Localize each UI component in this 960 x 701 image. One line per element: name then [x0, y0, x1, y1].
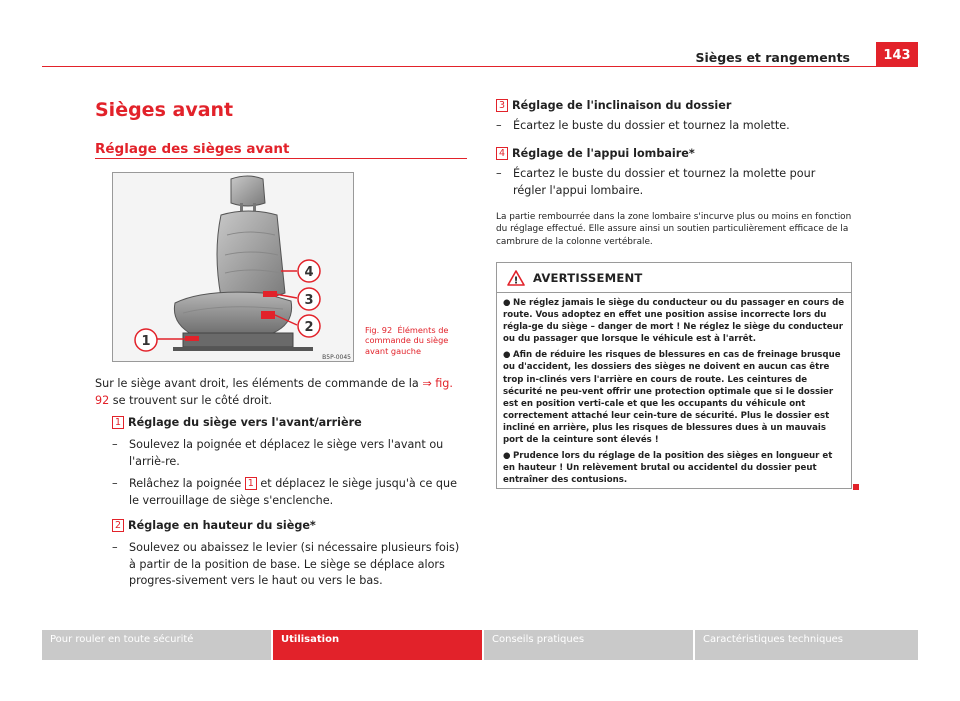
- step-2-heading: [112, 518, 467, 535]
- warning-body: [497, 293, 851, 486]
- seat-figure: [112, 172, 354, 362]
- step-3-heading: [496, 98, 856, 115]
- dash: –: [496, 119, 502, 132]
- warning-bullet-3-text: Prudence lors du réglage de la position des sièges en longueur et en hauteur ! Un relèvement brutal ou accidentel du dossier peut entraîner des contusions.: [503, 451, 833, 486]
- step-4-item-1: [496, 166, 846, 199]
- warning-bullet-1: [503, 297, 846, 345]
- step-1-item-2: [112, 476, 467, 509]
- inline-badge-1: 1: [245, 477, 257, 490]
- lumbar-note: La partie rembourrée dans la zone lombaire s'incurve plus ou moins en fonction du réglage effectué. Elle assure ainsi un soutien particulièrement efficace de la cambrure de la colonne vertébrale.: [496, 212, 852, 247]
- warning-bullet-1-text: Ne réglez jamais le siège du conducteur ou du passager en cours de route. Vous adoptez en effet une position assise incorrecte lors du régla-ge du siège – danger de mort ! Ne réglez le siège du conducteur ou du passager que lorsque le véhicule est à l'arrêt.: [503, 298, 845, 345]
- intro-paragraph: [95, 376, 465, 409]
- callout-1-label: 1: [141, 334, 151, 349]
- warning-icon-glyph: !: [513, 274, 519, 286]
- intro-text-end: se trouvent sur le côté droit.: [109, 393, 273, 407]
- step-2-item-1: [112, 540, 467, 590]
- figure-link[interactable]: ⇒ fig. 92: [95, 377, 453, 407]
- subtitle-rule: [95, 158, 467, 159]
- warning-box: [496, 262, 852, 489]
- dash: –: [496, 167, 502, 180]
- step-1-item-2-text: Relâchez la poignée: [129, 477, 245, 490]
- warning-bullet-3: [503, 450, 846, 486]
- bullet-icon: ●: [503, 298, 511, 308]
- step-4-title: Réglage de l'appui lombaire*: [512, 147, 695, 160]
- step-3-title: Réglage de l'inclinaison du dossier: [512, 99, 732, 112]
- callout-3-label: 3: [304, 293, 314, 308]
- header-rule: [42, 66, 918, 67]
- step-1-item-1: [112, 437, 467, 470]
- step-1-title: Réglage du siège vers l'avant/arrière: [128, 416, 362, 429]
- footer-tab-conseils[interactable]: Conseils pratiques: [484, 630, 693, 660]
- step-1-item-2-text-end: et déplacez le siège jusqu'à ce que le verrouillage de siège s'enclenche.: [129, 477, 457, 507]
- step-3-item-1: [496, 118, 856, 135]
- dash: –: [112, 541, 118, 554]
- footer-tab-utilisation[interactable]: Utilisation: [273, 630, 482, 660]
- intro-text: Sur le siège avant droit, les éléments de commande de la: [95, 377, 423, 390]
- warning-bullet-2: [503, 349, 846, 446]
- step-4-badge: 4: [496, 147, 508, 160]
- step-2-title: Réglage en hauteur du siège*: [128, 519, 316, 532]
- dash: –: [112, 438, 118, 451]
- footer-tab-caracteristiques[interactable]: Caractéristiques techniques: [695, 630, 918, 660]
- step-4-item-1-text: Écartez le buste du dossier et tournez la molette pour régler l'appui lombaire.: [513, 167, 816, 197]
- step-2-badge: 2: [112, 519, 124, 532]
- step-4-heading: [496, 146, 856, 163]
- figure-caption-text: Éléments de commande du siège avant gauche: [365, 325, 449, 356]
- section-title: Sièges avant: [95, 99, 234, 121]
- footer-tab-securite[interactable]: Pour rouler en toute sécurité: [42, 630, 271, 660]
- bullet-icon: ●: [503, 350, 511, 361]
- figure-caption-label: Fig. 92: [365, 325, 393, 335]
- callout-4-label: 4: [304, 265, 314, 280]
- section-subtitle: Réglage des sièges avant: [95, 141, 290, 157]
- warning-title: AVERTISSEMENT: [533, 270, 643, 285]
- step-2-item-1-text: Soulevez ou abaissez le levier (si nécessaire plusieurs fois) à partir de la position de base. Le siège se déplace alors progres-sivement vers le haut ou vers le bas.: [129, 541, 460, 587]
- figure-caption: [365, 325, 465, 356]
- warning-header: [497, 263, 851, 293]
- footer-nav: [42, 630, 918, 660]
- callout-2-label: 2: [304, 320, 314, 335]
- step-3-item-1-text: Écartez le buste du dossier et tournez la molette.: [513, 119, 790, 132]
- dash: –: [112, 477, 118, 490]
- seat-illustration: [113, 173, 354, 362]
- end-of-section-marker: [853, 484, 859, 490]
- bullet-icon: ●: [503, 451, 511, 462]
- warning-triangle-icon: [507, 270, 525, 286]
- warning-bullet-2-text: Afin de réduire les risques de blessures en cas de freinage brusque ou d'accident, les dossiers des sièges ne doivent en aucun cas être trop in-clinés vers l'arrière en cours de route. Les ceintures de sécurité ne peu-vent offrir une protection optimale que si le dossier est en position verti-cale et que les occupants du véhicule ont correctement attaché leur cein-ture de sécurité. Plus le dossier est incliné en arrière, plus les risques de blessures dues à un mauvais port de la ceinture sont élevés !: [503, 350, 841, 446]
- step-1-heading: [112, 415, 467, 432]
- step-3-badge: 3: [496, 99, 508, 112]
- page-number: 143: [876, 42, 918, 67]
- step-1-item-1-text: Soulevez la poignée et déplacez le siège vers l'avant ou l'arriè-re.: [129, 438, 444, 468]
- running-header: Sièges et rangements: [695, 50, 850, 65]
- step-1-badge: 1: [112, 416, 124, 429]
- figure-code: B5P-0045: [322, 354, 351, 361]
